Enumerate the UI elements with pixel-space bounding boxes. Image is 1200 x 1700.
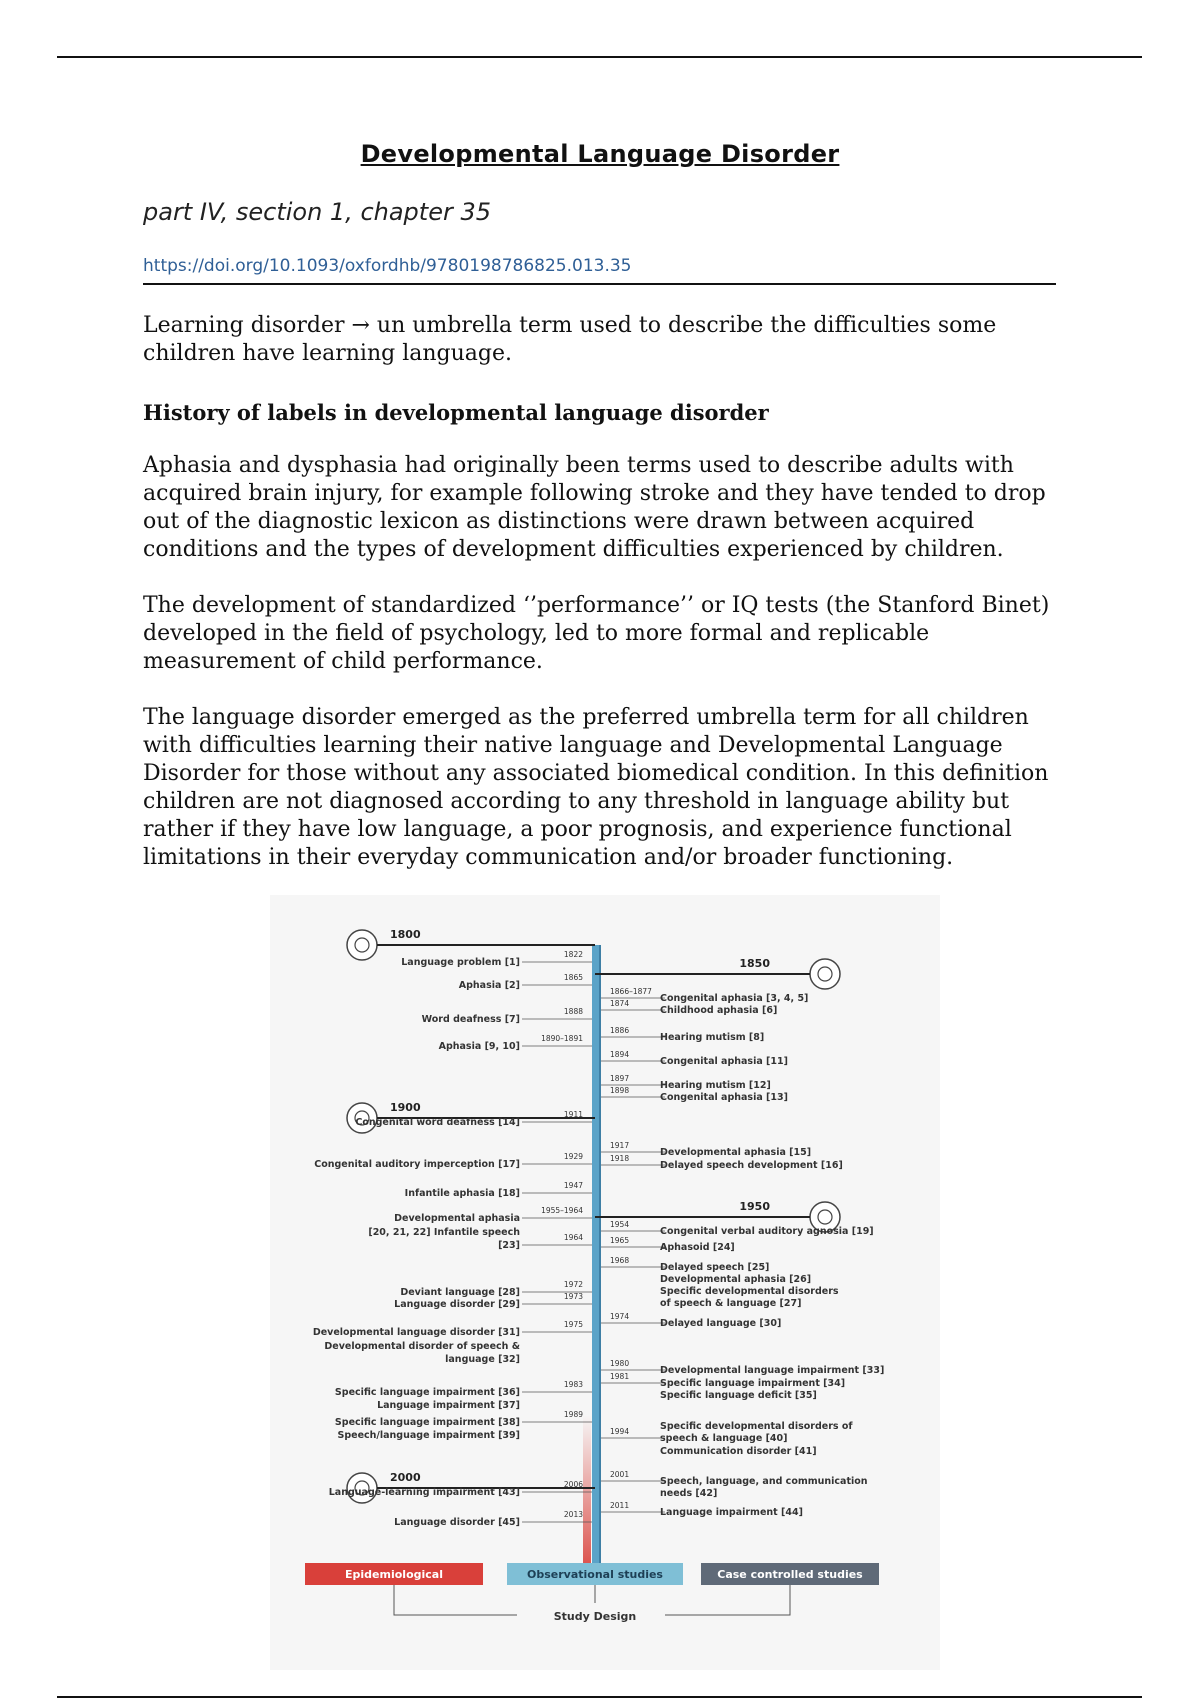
study-design-bracket-left	[394, 1585, 517, 1615]
left-entry-year: 1983	[563, 1380, 583, 1389]
left-entry-label: Specific language impairment [36]	[334, 1387, 520, 1398]
right-entry-year: 1917	[610, 1141, 630, 1150]
right-entry-label: needs [42]	[660, 1488, 718, 1499]
right-entry-year: 1894	[610, 1050, 630, 1059]
left-entry-label: Congenital auditory imperception [17]	[314, 1159, 520, 1170]
right-entry-label: Developmental aphasia [15]	[660, 1147, 812, 1158]
left-entry-year: 1989	[563, 1410, 583, 1419]
intro-paragraph: Learning disorder → un umbrella term used to describe the difficulties some children have learning language.	[143, 313, 997, 366]
left-entry-label: Congenital word deafness [14]	[355, 1117, 520, 1128]
era-label: 1950	[739, 1200, 770, 1213]
legend-epidemiological-label: Epidemiological	[345, 1568, 443, 1581]
left-entry-year: 1929	[563, 1152, 583, 1161]
left-entry-label: [23]	[498, 1240, 520, 1251]
left-entry-label: Aphasia [2]	[458, 980, 520, 991]
doi-link[interactable]: https://doi.org/10.1093/oxfordhb/9780198786825.013.35	[143, 256, 632, 276]
right-entry-label: Congenital aphasia [13]	[660, 1092, 788, 1103]
right-entry-year: 1874	[610, 999, 630, 1008]
right-entry-year: 1918	[610, 1154, 630, 1163]
left-entry-year: 1888	[563, 1007, 583, 1016]
left-entry-label: Aphasia [9, 10]	[438, 1041, 520, 1052]
right-entry-label: of speech & language [27]	[660, 1298, 802, 1309]
right-entry-label: Congenital aphasia [3, 4, 5]	[660, 993, 809, 1004]
right-entry-label: Delayed language [30]	[660, 1318, 782, 1329]
left-entry-label: Word deafness [7]	[421, 1014, 520, 1025]
right-entry-label: Hearing mutism [8]	[660, 1032, 765, 1043]
right-entry-label: Developmental aphasia [26]	[660, 1274, 812, 1285]
right-entry-label: Congenital aphasia [11]	[660, 1056, 788, 1067]
right-entry-year: 1897	[610, 1074, 630, 1083]
left-entry-label: Language problem [1]	[401, 957, 520, 968]
doi-rule	[143, 283, 1056, 285]
left-entry-label: Language impairment [37]	[377, 1400, 520, 1411]
right-entry-year: 1980	[610, 1359, 630, 1368]
left-entry-year: 1964	[563, 1233, 583, 1242]
right-entry-label: Speech, language, and communication	[660, 1476, 868, 1487]
left-entry-year: 1975	[563, 1320, 583, 1329]
legend-case_controlled-label: Case controlled studies	[717, 1568, 863, 1581]
left-entry-label: Speech/language impairment [39]	[337, 1430, 520, 1441]
left-entry-label: Language-learning impairment [43]	[328, 1487, 520, 1498]
right-entry-label: Language impairment [44]	[660, 1507, 803, 1518]
right-entry-year: 1898	[610, 1086, 630, 1095]
section-heading: History of labels in developmental language disorder	[143, 400, 769, 425]
right-entry-year: 1866–1877	[610, 987, 652, 996]
paragraph-2: The development of standardized ‘’performance’’ or IQ tests (the Stanford Binet) developed in the field of psychology, led to more formal and replicable measurement of child performance.	[143, 593, 1050, 674]
left-entry-label: [20, 21, 22] Infantile speech	[368, 1227, 520, 1238]
left-entry-year: 1973	[563, 1292, 583, 1301]
right-entry-label: Specific language deficit [35]	[660, 1390, 817, 1401]
left-entry-label: Language disorder [45]	[394, 1517, 520, 1528]
right-entry-label: Specific language impairment [34]	[660, 1378, 846, 1389]
era-label: 1800	[390, 928, 421, 941]
left-entry-label: Developmental disorder of speech &	[324, 1341, 520, 1352]
right-entry-label: Delayed speech [25]	[660, 1262, 770, 1273]
bottom-rule	[57, 1696, 1142, 1698]
right-entry-year: 2011	[610, 1501, 630, 1510]
paragraph-1: Aphasia and dysphasia had originally been terms used to describe adults with acquired brain injury, for example following stroke and they have tended to drop out of the diagnostic lexicon as distinctions were drawn between acquired conditions and the types of development difficulties experienced by children.	[143, 453, 1046, 562]
legend-observational-label: Observational studies	[527, 1568, 663, 1581]
left-entry-year: 1972	[563, 1280, 583, 1289]
left-entry-label: Deviant language [28]	[400, 1287, 520, 1298]
right-entry-year: 1965	[610, 1236, 630, 1245]
chapter-subtitle: part IV, section 1, chapter 35	[143, 198, 491, 226]
right-entry-year: 1954	[610, 1220, 630, 1229]
era-marker	[810, 959, 840, 989]
left-entry-year: 1822	[563, 950, 583, 959]
timeline-svg	[270, 895, 940, 1670]
era-label: 1850	[739, 957, 770, 970]
right-entry-label: speech & language [40]	[660, 1433, 788, 1444]
right-entry-label: Aphasoid [24]	[660, 1242, 735, 1253]
right-entry-year: 1981	[610, 1372, 630, 1381]
era-marker	[347, 930, 377, 960]
left-entry-year: 1947	[563, 1181, 583, 1190]
right-entry-label: Childhood aphasia [6]	[660, 1005, 778, 1016]
study-design-label: Study Design	[553, 1610, 637, 1623]
paragraph-3: The language disorder emerged as the preferred umbrella term for all children with difficulties learning their native language and Developmental Language Disorder for those without any associated biomedical condition. In this definition children are not diagnosed according to any threshold in language ability but rather if they have low language, a poor prognosis, and experience functional limitations in their everyday communication and/or broader functioning.	[143, 705, 1049, 870]
left-entry-label: language [32]	[445, 1354, 520, 1365]
left-entry-year: 1955–1964	[541, 1206, 583, 1215]
right-entry-label: Communication disorder [41]	[660, 1446, 817, 1457]
left-entry-label: Infantile aphasia [18]	[404, 1188, 520, 1199]
left-entry-label: Specific language impairment [38]	[334, 1417, 520, 1428]
epidemiological-bar	[583, 1415, 591, 1583]
era-label: 1900	[390, 1101, 421, 1114]
page-title: Developmental Language Disorder	[360, 140, 840, 168]
right-entry-year: 1886	[610, 1026, 630, 1035]
left-entry-year: 1911	[563, 1110, 583, 1119]
right-entry-year: 1994	[610, 1427, 630, 1436]
right-entry-year: 2001	[610, 1470, 630, 1479]
left-entry-year: 2006	[563, 1480, 583, 1489]
timeline-figure	[270, 895, 940, 1670]
timeline-spine-edge	[599, 945, 601, 1585]
right-entry-year: 1974	[610, 1312, 630, 1321]
left-entry-year: 1890–1891	[541, 1034, 583, 1043]
left-entry-year: 1865	[563, 973, 583, 982]
era-label: 2000	[390, 1471, 421, 1484]
right-entry-year: 1968	[610, 1256, 630, 1265]
right-entry-label: Specific developmental disorders	[660, 1286, 839, 1297]
right-entry-label: Congenital verbal auditory agnosia [19]	[660, 1226, 874, 1237]
right-entry-label: Developmental language impairment [33]	[660, 1365, 885, 1376]
left-entry-label: Developmental aphasia	[394, 1213, 520, 1224]
left-entry-label: Developmental language disorder [31]	[312, 1327, 520, 1338]
study-design-bracket-right	[665, 1585, 790, 1615]
top-rule	[57, 56, 1142, 58]
right-entry-label: Delayed speech development [16]	[660, 1160, 843, 1171]
right-entry-label: Hearing mutism [12]	[660, 1080, 771, 1091]
left-entry-year: 2013	[563, 1510, 583, 1519]
right-entry-label: Specific developmental disorders of	[660, 1421, 853, 1432]
left-entry-label: Language disorder [29]	[394, 1299, 520, 1310]
